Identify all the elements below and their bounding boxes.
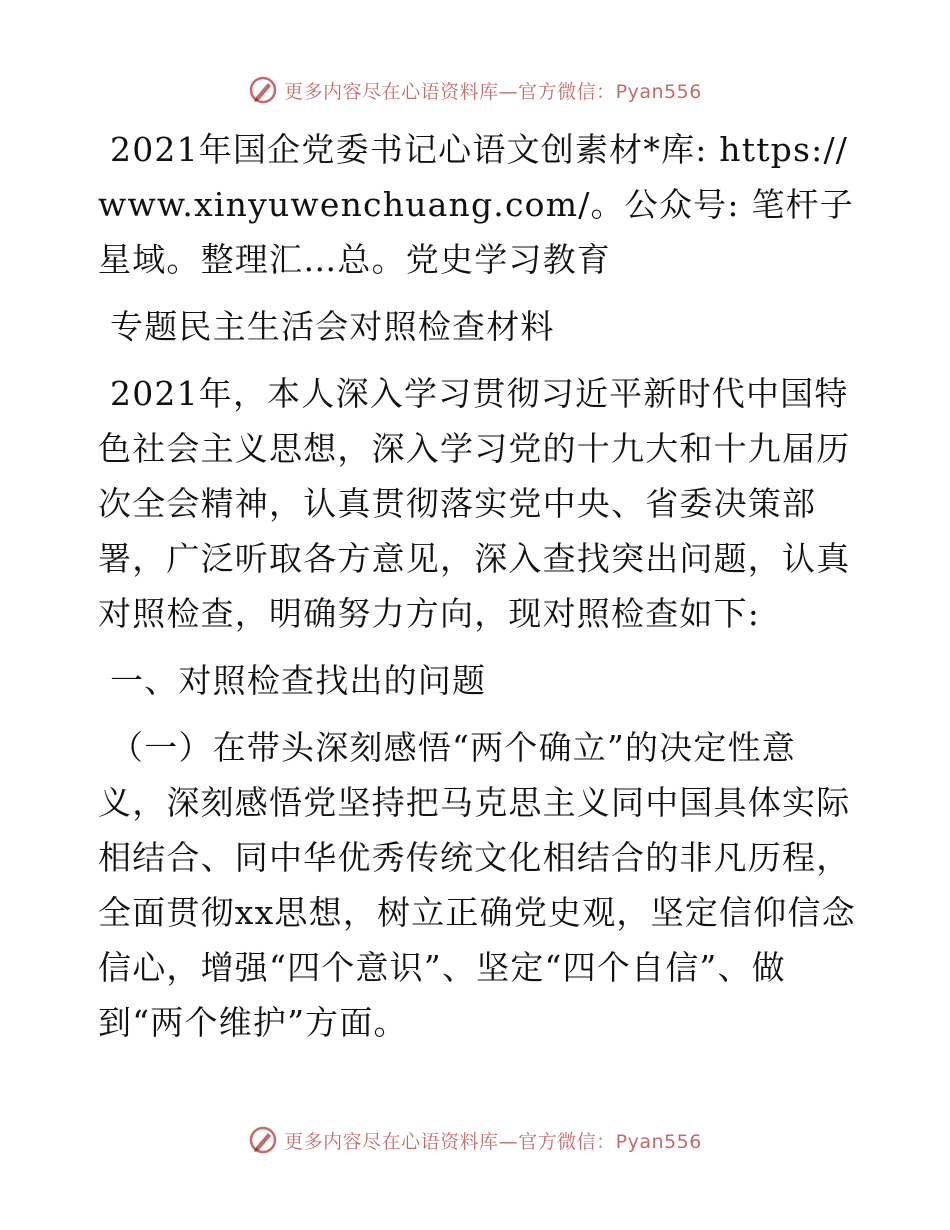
watermark-banner-top — [0, 70, 950, 110]
section-heading: 一、对照检查找出的问题 — [110, 661, 487, 700]
subsection-paragraph: （一）在带头深刻感悟“两个确立”的决定性意义，深刻感悟党坚持把马克思主义同中国具体实际相结合、同中华优秀传统文化相结合的非凡历程，全面贯彻xx思想，树立正确党史观，坚定信仰信念信心，增强“四个意识”、坚定“四个自信”、做到“两个维护”方面。 — [98, 728, 856, 1042]
watermark-text: 更多内容尽在心语资料库—官方微信：Pyan556 — [284, 80, 702, 103]
pen-circle-logo-icon — [248, 1125, 278, 1155]
watermark-text: 更多内容尽在心语资料库—官方微信：Pyan556 — [284, 1130, 702, 1153]
document-title: 专题民主生活会对照检查材料 — [110, 307, 555, 346]
pen-circle-logo-icon — [248, 75, 278, 105]
document-body — [98, 122, 858, 1062]
watermark-banner-bottom — [0, 1120, 950, 1160]
intro-paragraph: 2021年，本人深入学习贯彻习近平新时代中国特色社会主义思想，深入学习党的十九大和十九届历次全会精神，认真贯彻落实党中央、省委决策部署，广泛听取各方意见，深入查找突出问题，认真对照检查，明确努力方向，现对照检查如下: — [98, 374, 851, 633]
header-line: 2021年国企党委书记心语文创素材*库: https://www.xinyuwenchuang.com/。公众号: 笔杆子星域。整理汇…总。党史学习教育 — [98, 130, 854, 279]
